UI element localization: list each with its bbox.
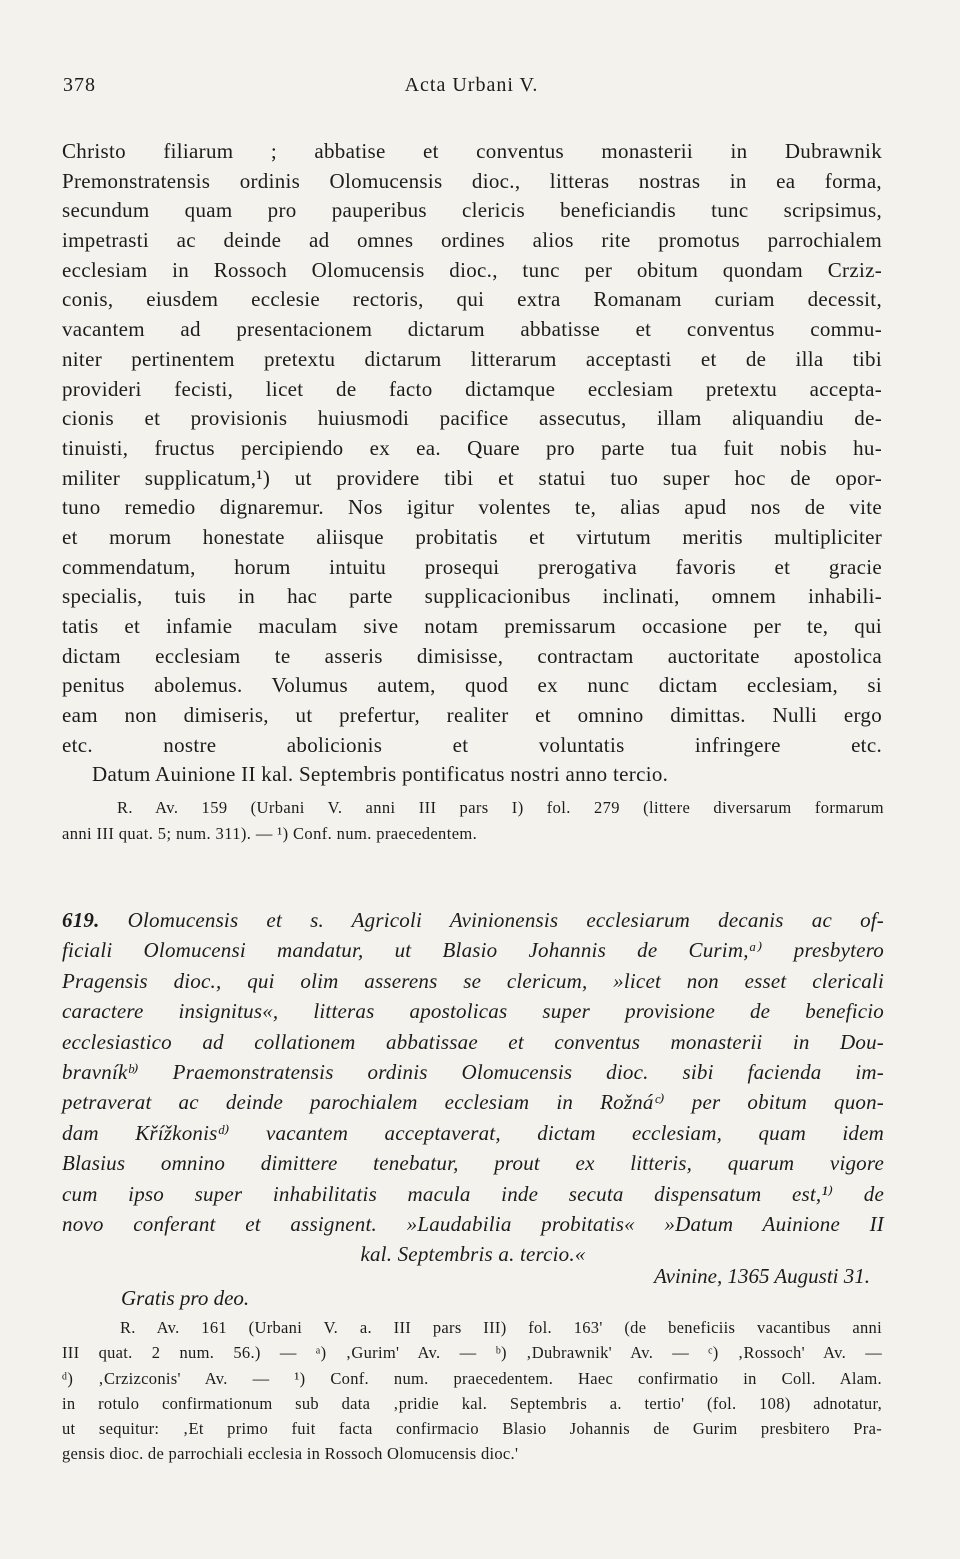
text-line: provideri fecisti, licet de facto dictamque ecclesiam pretextu accepta- [62, 376, 882, 401]
text-line: conis, eiusdem ecclesie rectoris, qui extra Romanam curiam decessit, [62, 287, 882, 312]
footnote-line: in rotulo confirmationum sub data ‚pridie kal. Septembris a. tertio' (fol. 108) adnotatur, [62, 1393, 882, 1413]
text-line: secundum quam pro pauperibus clericis beneficiandis tunc scripsimus, [62, 198, 882, 223]
regest-line: ficiali Olomucensi mandatur, ut Blasio Johannis de Curim,ᵃ⁾ presbytero [62, 938, 884, 963]
main-text [62, 137, 882, 790]
datum-line: Datum Auinione II kal. Septembris pontificatus nostri anno tercio. [92, 762, 669, 787]
regest-block [62, 905, 884, 1270]
text-line: vacantem ad presentacionem dictarum abbatisse et conventus commu- [62, 317, 882, 342]
regest-line: ecclesiastico ad collationem abbatissae et conventus monasterii in Dou- [62, 1029, 884, 1054]
text-line: specialis, tuis in hac parte supplicacionibus inclinati, omnem inhabili- [62, 584, 882, 609]
text-line: Premonstratensis ordinis Olomucensis dioc., litteras nostras in ea forma, [62, 168, 882, 193]
footnote-line: R. Av. 161 (Urbani V. a. III pars III) fol. 163' (de beneficiis vacantibus anni [120, 1318, 882, 1337]
page-number: 378 [63, 74, 96, 96]
text-line: ecclesiam in Rossoch Olomucensis dioc., tunc per obitum quondam Crziz- [62, 257, 882, 282]
regest-line: novo conferant et assignent. »Laudabilia probitatis« »Datum Auinione II [62, 1211, 884, 1236]
text-line: et morum honestate aliisque probitatis et virtutum meritis multipliciter [62, 524, 882, 549]
regest-line: dam Křížkonisᵈ⁾ vacantem acceptaverat, dictam ecclesiam, quam idem [62, 1120, 884, 1145]
regest-line: cum ipso super inhabilitatis macula inde secuta dispensatum est,¹⁾ de [62, 1181, 884, 1206]
footnote-line: ut sequitur: ‚Et primo fuit facta confirmacio Blasio Johannis de Gurim presbitero Pra- [62, 1419, 882, 1439]
text-line: eam non dimiseris, ut prefertur, realiter et omnino dimittas. Nulli ergo [62, 703, 882, 728]
place-date-line: Avinine, 1365 Augusti 31. [653, 1264, 870, 1288]
document-number: 619. [62, 908, 100, 932]
regest-line: petraverat ac deinde parochialem ecclesiam in Rožnáᶜ⁾ per obitum quon- [62, 1090, 884, 1115]
footnote-line: R. Av. 159 (Urbani V. anni III pars I) fol. 279 (littere diversarum formarum [117, 798, 884, 817]
regest-line: kal. Septembris a. tercio.« [360, 1242, 586, 1267]
regest-line: Blasius omnino dimittere tenebatur, prout ex litteris, quarum vigore [62, 1151, 884, 1176]
running-title: Acta Urbani V. [404, 74, 539, 96]
footnote-line: gensis dioc. de parrochiali ecclesia in Rossoch Olomucensis dioc.' [62, 1444, 519, 1464]
footnote-line: III quat. 2 num. 56.) — ᵃ) ‚Gurim' Av. — ᵇ) ‚Dubrawnik' Av. — ᶜ) ‚Rossoch' Av. — [62, 1343, 882, 1363]
regest-text: Olomucensis et s. Agricoli Avinionensis ecclesiarum decanis ac of- [127, 908, 885, 932]
footnote-block-1 [62, 795, 884, 847]
regest-line: caractere insignitus«, litteras apostolicas super provisione de beneficio [62, 999, 884, 1024]
regest-line: Pragensis dioc., qui olim asserens se clericum, »licet non esset clericali [62, 968, 884, 993]
text-line: tatis et infamie maculam sive notam premissarum occasione per te, qui [62, 614, 882, 638]
text-line: dictam ecclesiam te asseris dimisisse, contractam auctoritate apostolica [62, 643, 882, 668]
text-line: penitus abolemus. Volumus autem, quod ex nunc dictam ecclesiam, si [62, 673, 882, 698]
text-line: tinuisti, fructus percipiendo ex ea. Quare pro parte tua fuit nobis hu- [62, 435, 882, 460]
text-line: cionis et provisionis huiusmodi pacifice assecutus, illam aliquandiu de- [62, 406, 882, 431]
text-line: tuno remedio dignaremur. Nos igitur volentes te, alias apud nos de vite [62, 495, 882, 520]
footnote-line: anni III quat. 5; num. 311). — ¹) Conf. num. praecedentem. [62, 824, 478, 843]
regest-line: bravníkᵇ⁾ Praemonstratensis ordinis Olomucensis dioc. sibi facienda im- [62, 1059, 884, 1084]
text-line: Christo filiarum ; abbatise et conventus monasterii in Dubrawnik [62, 139, 882, 163]
footnote-line: ᵈ) ‚Crzizconis' Av. — ¹) Conf. num. praecedentem. Haec confirmatio in Coll. Alam. [62, 1368, 882, 1388]
text-line: niter pertinentem pretextu dictarum litterarum acceptasti et de illa tibi [62, 346, 882, 371]
regest-line [62, 905, 884, 935]
gratis-note: Gratis pro deo. [121, 1286, 250, 1310]
footnote-block-2 [62, 1315, 882, 1467]
text-line: militer supplicatum,¹) ut providere tibi et statui tuo super hoc de opor- [62, 465, 882, 490]
text-line: commendatum, horum intuitu prosequi prerogativa favoris et gracie [62, 554, 882, 579]
page-header [63, 74, 880, 104]
text-line: etc. nostre abolicionis et voluntatis infringere etc. [62, 732, 882, 757]
text-line: impetrasti ac deinde ad omnes ordines alios rite promotus parrochialem [62, 228, 882, 253]
